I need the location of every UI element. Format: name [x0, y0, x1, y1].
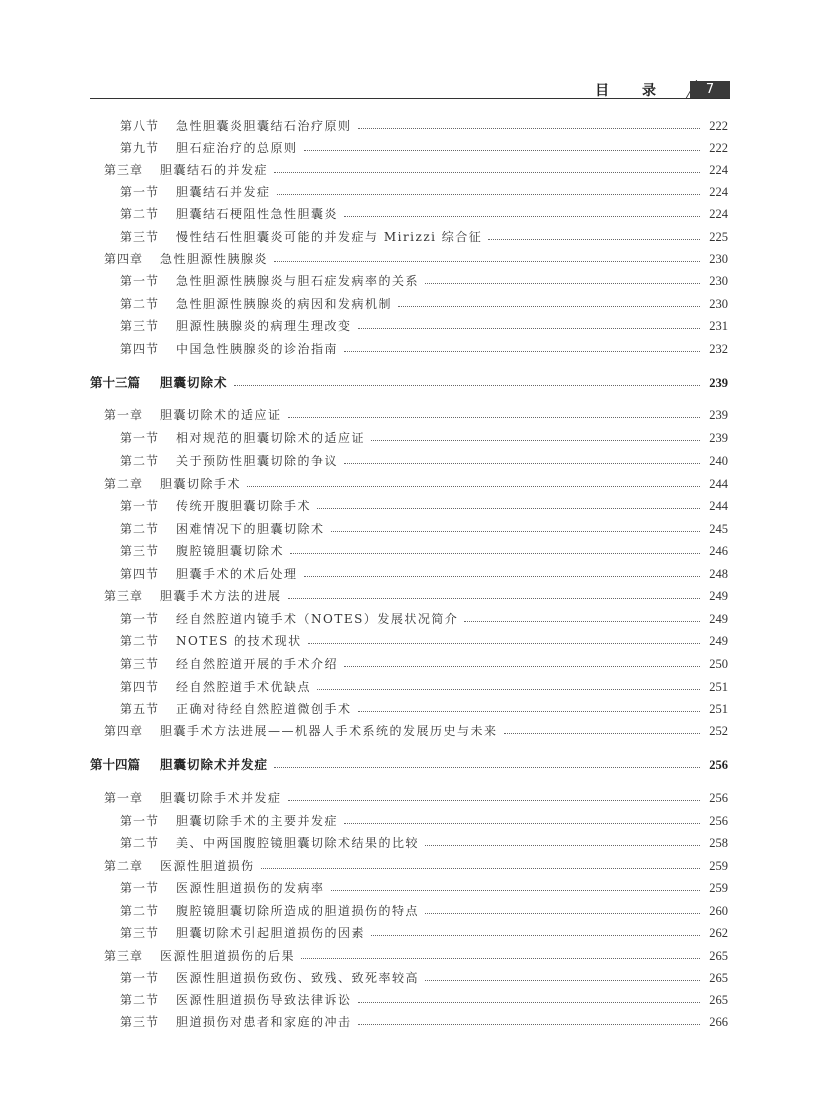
toc-entry-page: 251 [709, 680, 728, 694]
toc-entry-title: 急性胆源性胰腺炎 [160, 252, 269, 266]
toc-entry-title: 医源性胆道损伤导致法律诉讼 [176, 993, 352, 1007]
toc-entry-title: 慢性结石性胆囊炎可能的并发症与 Mirizzi 综合征 [176, 230, 483, 244]
toc-entry-title: 美、中两国腹腔镜胆囊切除术结果的比较 [176, 836, 420, 850]
toc-entry-ch[interactable] [104, 249, 728, 269]
dot-leader [247, 485, 700, 487]
toc-entry-label: 第一节 [120, 499, 160, 513]
toc-entry-label: 第三章 [104, 949, 144, 963]
toc-entry-label: 第三节 [120, 230, 160, 244]
toc-entry-label: 第十三篇 [90, 375, 141, 390]
dot-leader [344, 462, 700, 464]
toc-entry-title: 胆石症治疗的总原则 [176, 141, 298, 155]
dot-leader [234, 384, 700, 386]
dot-leader [317, 688, 700, 690]
toc-entry-title: 医源性胆道损伤的发病率 [176, 881, 325, 895]
toc-entry-label: 第三节 [120, 544, 160, 558]
toc-entry-label: 第五节 [120, 702, 160, 716]
toc-entry-title: 腹腔镜胆囊切除所造成的胆道损伤的特点 [176, 904, 420, 918]
toc-entry-page: 256 [709, 758, 728, 772]
toc-entry-label: 第一节 [120, 185, 160, 199]
dot-leader [304, 149, 700, 151]
dot-leader [464, 620, 700, 622]
toc-entry-ch[interactable] [104, 946, 728, 966]
toc-entry-title: 困难情况下的胆囊切除术 [176, 522, 325, 536]
toc-entry-title: 经自然腔道开展的手术介绍 [176, 657, 339, 671]
dot-leader [261, 867, 700, 869]
toc-entry-part[interactable] [90, 755, 728, 775]
dot-leader [358, 327, 700, 329]
toc-entry-sec[interactable] [120, 811, 728, 831]
toc-entry-page: 251 [709, 702, 728, 716]
toc-entry-label: 第三节 [120, 319, 160, 333]
toc-entry-title: 急性胆囊炎胆囊结石治疗原则 [176, 119, 352, 133]
toc-entry-sec[interactable] [120, 699, 728, 719]
toc-entry-sec[interactable] [120, 496, 728, 516]
toc-entry-page: 249 [709, 612, 728, 626]
toc-entry-title: 胆囊切除术的适应证 [160, 408, 282, 422]
toc-entry-page: 239 [709, 408, 728, 422]
toc-entry-title: 经自然腔道内镜手术（NOTES）发展状况简介 [176, 612, 459, 626]
toc-entry-page: 222 [709, 119, 728, 133]
toc-entry-title: 胆囊手术方法的进展 [160, 589, 282, 603]
toc-entry-page: 244 [709, 499, 728, 513]
toc-entry-sec[interactable] [120, 451, 728, 471]
toc-entry-sec[interactable] [120, 519, 728, 539]
toc-entry-title: 中国急性胰腺炎的诊治指南 [176, 342, 339, 356]
dot-leader [371, 934, 700, 936]
toc-entry-title: 胆囊切除术并发症 [160, 757, 269, 772]
toc-entry-page: 249 [709, 634, 728, 648]
dot-leader [504, 732, 700, 734]
dot-leader [344, 665, 700, 667]
dot-leader [488, 238, 700, 240]
dot-leader [358, 1023, 700, 1025]
toc-entry-page: 230 [709, 252, 728, 266]
toc-entry-ch[interactable] [104, 586, 728, 606]
toc-entry-sec[interactable] [120, 316, 728, 336]
toc-entry-label: 第一节 [120, 814, 160, 828]
toc-entry-label: 第四节 [120, 567, 160, 581]
toc-entry-sec[interactable] [120, 294, 728, 314]
dot-leader [358, 127, 700, 129]
toc-entry-sec[interactable] [120, 116, 728, 136]
toc-entry-label: 第二节 [120, 297, 160, 311]
toc-entry-title: 关于预防性胆囊切除的争议 [176, 454, 339, 468]
toc-entry-page: 259 [709, 859, 728, 873]
toc-entry-page: 265 [709, 971, 728, 985]
toc-entry-label: 第一节 [120, 971, 160, 985]
toc-entry-label: 第一节 [120, 431, 160, 445]
toc-entry-label: 第二节 [120, 836, 160, 850]
toc-entry-title: 腹腔镜胆囊切除术 [176, 544, 285, 558]
toc-entry-sec[interactable] [120, 182, 728, 202]
toc-entry-label: 第二章 [104, 859, 144, 873]
toc-entry-page: 239 [709, 431, 728, 445]
header-page-number: 7 [690, 81, 730, 98]
dot-leader [274, 766, 700, 768]
dot-leader [425, 844, 700, 846]
page-header [90, 80, 730, 100]
toc-entry-title: 胆囊切除术引起胆道损伤的因素 [176, 926, 366, 940]
toc-entry-page: 222 [709, 141, 728, 155]
toc-entry-title: NOTES 的技术现状 [176, 634, 302, 648]
toc-entry-label: 第二章 [104, 477, 144, 491]
toc-entry-page: 239 [709, 376, 728, 390]
toc-entry-sec[interactable] [120, 227, 728, 247]
toc-entry-page: 265 [709, 949, 728, 963]
toc-entry-label: 第二节 [120, 522, 160, 536]
dot-leader [274, 171, 700, 173]
toc-entry-label: 第九节 [120, 141, 160, 155]
toc-entry-label: 第二节 [120, 207, 160, 221]
dot-leader [398, 305, 700, 307]
dot-leader [288, 799, 700, 801]
toc-entry-page: 244 [709, 477, 728, 491]
toc-entry-sec[interactable] [120, 990, 728, 1010]
toc-entry-sec[interactable] [120, 833, 728, 853]
toc-entry-sec[interactable] [120, 339, 728, 359]
toc-entry-label: 第十四篇 [90, 757, 141, 772]
toc-entry-page: 231 [709, 319, 728, 333]
toc-entry-page: 256 [709, 814, 728, 828]
dot-leader [425, 912, 700, 914]
toc-entry-page: 260 [709, 904, 728, 918]
dot-leader [425, 979, 700, 981]
dot-leader [358, 710, 700, 712]
dot-leader [301, 957, 700, 959]
toc-entry-sec[interactable] [120, 677, 728, 697]
toc-entry-title: 胆囊切除术 [160, 375, 228, 390]
dot-leader [344, 822, 700, 824]
toc-entry-title: 相对规范的胆囊切除术的适应证 [176, 431, 366, 445]
toc-entry-title: 医源性胆道损伤致伤、致残、致死率较高 [176, 971, 420, 985]
toc-entry-label: 第八节 [120, 119, 160, 133]
toc-entry-page: 240 [709, 454, 728, 468]
toc-entry-page: 246 [709, 544, 728, 558]
toc-entry-label: 第四节 [120, 680, 160, 694]
toc-entry-sec[interactable] [120, 654, 728, 674]
dot-leader [277, 193, 700, 195]
toc-entry-label: 第三节 [120, 926, 160, 940]
toc-entry-page: 258 [709, 836, 728, 850]
toc-entry-label: 第一节 [120, 274, 160, 288]
toc-entry-label: 第二节 [120, 993, 160, 1007]
toc-entry-label: 第二节 [120, 634, 160, 648]
toc-entry-sec[interactable] [120, 878, 728, 898]
toc-entry-sec[interactable] [120, 968, 728, 988]
dot-leader [290, 552, 700, 554]
toc-entry-page: 259 [709, 881, 728, 895]
toc-entry-page: 230 [709, 274, 728, 288]
toc-entry-title: 胆囊切除手术 [160, 477, 242, 491]
toc-entry-page: 230 [709, 297, 728, 311]
toc-entry-title: 胆囊手术方法进展——机器人手术系统的发展历史与未来 [160, 724, 498, 738]
dot-leader [425, 282, 700, 284]
dot-leader [308, 642, 700, 644]
toc-entry-label: 第三节 [120, 1015, 160, 1029]
toc-entry-label: 第三章 [104, 163, 144, 177]
toc-entry-title: 胆囊手术的术后处理 [176, 567, 298, 581]
toc-entry-page: 250 [709, 657, 728, 671]
toc-entry-part[interactable] [90, 373, 728, 393]
dot-leader [331, 889, 700, 891]
toc-entry-label: 第四章 [104, 724, 144, 738]
toc-entry-sec[interactable] [120, 204, 728, 224]
toc-entry-label: 第三节 [120, 657, 160, 671]
toc-entry-title: 急性胆源性胰腺炎与胆石症发病率的关系 [176, 274, 420, 288]
dot-leader [358, 1001, 700, 1003]
toc-entry-title: 经自然腔道手术优缺点 [176, 680, 312, 694]
toc-entry-page: 224 [709, 207, 728, 221]
toc-entry-page: 232 [709, 342, 728, 356]
toc-entry-page: 266 [709, 1015, 728, 1029]
dot-leader [288, 416, 700, 418]
toc-entry-label: 第一章 [104, 791, 144, 805]
toc-entry-ch[interactable] [104, 856, 728, 876]
toc-entry-label: 第一节 [120, 612, 160, 626]
toc-entry-title: 胆囊结石的并发症 [160, 163, 269, 177]
toc-entry-page: 252 [709, 724, 728, 738]
toc-entry-label: 第二节 [120, 454, 160, 468]
toc-entry-ch[interactable] [104, 405, 728, 425]
toc-entry-sec[interactable] [120, 631, 728, 651]
toc-entry-ch[interactable] [104, 160, 728, 180]
toc-entry-title: 胆囊切除手术的主要并发症 [176, 814, 339, 828]
dot-leader [304, 575, 700, 577]
toc-entry-ch[interactable] [104, 788, 728, 808]
toc-entry-label: 第三章 [104, 589, 144, 603]
toc-entry-sec[interactable] [120, 901, 728, 921]
toc-entry-sec[interactable] [120, 1012, 728, 1032]
toc-entry-title: 胆囊切除手术并发症 [160, 791, 282, 805]
toc-entry-title: 胆道损伤对患者和家庭的冲击 [176, 1015, 352, 1029]
toc-entry-label: 第二节 [120, 904, 160, 918]
toc-entry-label: 第一章 [104, 408, 144, 422]
toc-entry-sec[interactable] [120, 541, 728, 561]
dot-leader [371, 439, 700, 441]
toc-entry-page: 225 [709, 230, 728, 244]
dot-leader [331, 530, 700, 532]
dot-leader [317, 507, 700, 509]
toc-entry-title: 胆囊结石并发症 [176, 185, 271, 199]
dot-leader [344, 215, 700, 217]
toc-entry-label: 第四章 [104, 252, 144, 266]
toc-entry-title: 胆囊结石梗阻性急性胆囊炎 [176, 207, 339, 221]
toc-entry-title: 胆源性胰腺炎的病理生理改变 [176, 319, 352, 333]
toc-entry-title: 急性胆源性胰腺炎的病因和发病机制 [176, 297, 393, 311]
toc-entry-sec[interactable] [120, 609, 728, 629]
toc-entry-page: 256 [709, 791, 728, 805]
toc-entry-sec[interactable] [120, 138, 728, 158]
header-title: 目 录 [595, 83, 670, 99]
toc-entry-page: 262 [709, 926, 728, 940]
toc-entry-page: 265 [709, 993, 728, 1007]
toc-entry-title: 传统开腹胆囊切除手术 [176, 499, 312, 513]
toc-entry-sec[interactable] [120, 923, 728, 943]
toc-entry-ch[interactable] [104, 474, 728, 494]
toc-entry-ch[interactable] [104, 721, 728, 741]
dot-leader [344, 350, 700, 352]
toc-entry-label: 第一节 [120, 881, 160, 895]
toc-entry-page: 224 [709, 185, 728, 199]
toc-entry-sec[interactable] [120, 428, 728, 448]
toc-entry-page: 224 [709, 163, 728, 177]
toc-entry-title: 医源性胆道损伤的后果 [160, 949, 296, 963]
toc-entry-title: 正确对待经自然腔道微创手术 [176, 702, 352, 716]
dot-leader [288, 597, 700, 599]
toc-entry-page: 245 [709, 522, 728, 536]
toc-entry-sec[interactable] [120, 271, 728, 291]
toc-entry-sec[interactable] [120, 564, 728, 584]
toc-entry-title: 医源性胆道损伤 [160, 859, 255, 873]
toc-entry-page: 248 [709, 567, 728, 581]
toc-entry-page: 249 [709, 589, 728, 603]
toc-entry-label: 第四节 [120, 342, 160, 356]
dot-leader [274, 260, 700, 262]
